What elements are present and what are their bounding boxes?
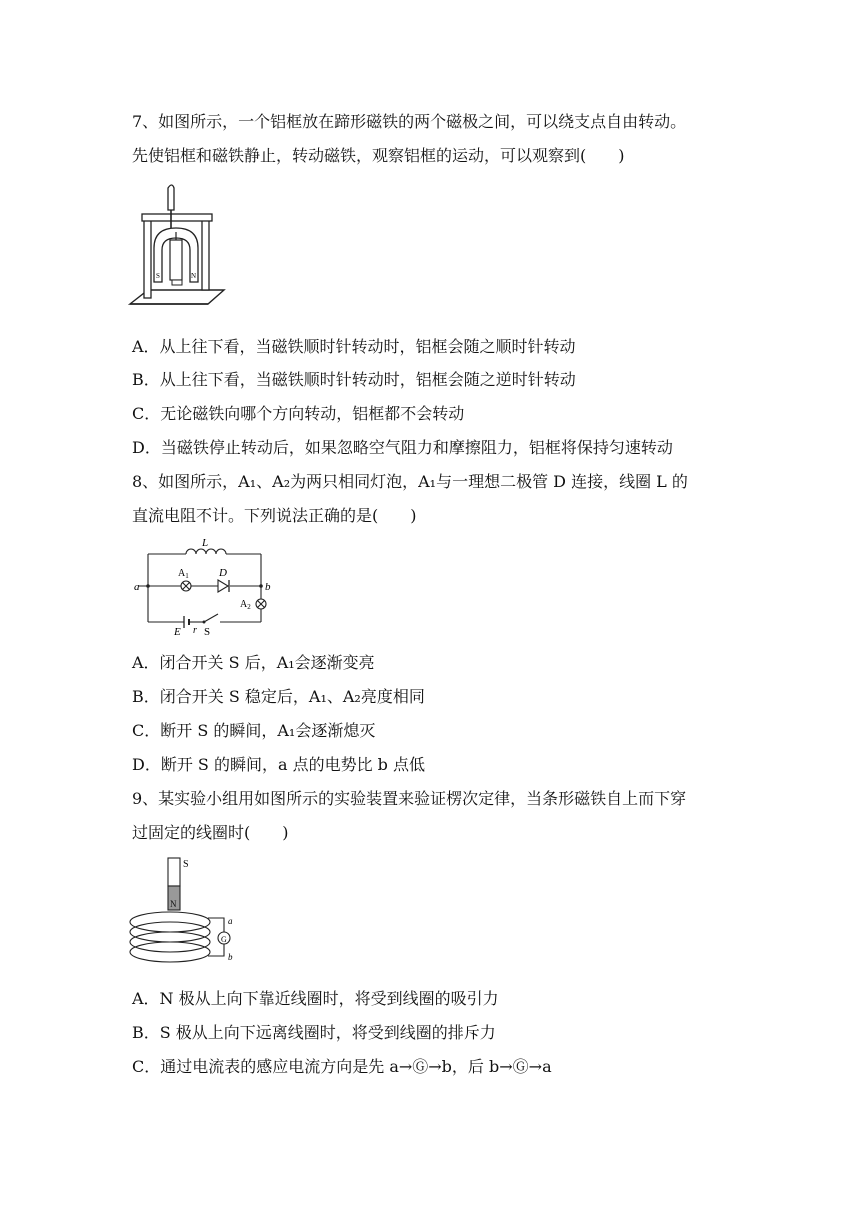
q7-figure-aluminum-frame-magnet bbox=[128, 182, 228, 312]
q9-label-s: S bbox=[183, 859, 189, 870]
q7-figure-pole-n: N bbox=[191, 272, 197, 280]
q9-option-b: B．S 极从上向下远离线圈时，将受到线圈的排斥力 bbox=[132, 1023, 496, 1042]
q8-option-a: A．闭合开关 S 后，A₁会逐渐变亮 bbox=[132, 653, 375, 672]
q8-option-b: B．闭合开关 S 稳定后，A₁、A₂亮度相同 bbox=[132, 687, 425, 706]
q9-stem-line2: 过固定的线圈时( ) bbox=[132, 823, 289, 842]
q7-figure-pole-s: S bbox=[156, 272, 160, 280]
q7-stem-line2: 先使铝框和磁铁静止，转动磁铁，观察铝框的运动，可以观察到( ) bbox=[132, 146, 625, 165]
q9-option-a: A．N 极从上向下靠近线圈时，将受到线圈的吸引力 bbox=[132, 989, 499, 1008]
q9-label-a: a bbox=[228, 916, 233, 926]
q8-label-a2: $A_2$ bbox=[240, 599, 251, 611]
q8-label-s: S bbox=[204, 626, 211, 638]
q8-label-a: a bbox=[134, 581, 140, 593]
q9-label-n: N bbox=[170, 899, 177, 909]
q7-option-c: C．无论磁铁向哪个方向转动，铝框都不会转动 bbox=[132, 404, 465, 423]
q9-option-c: C．通过电流表的感应电流方向是先 a→Ⓖ→b，后 b→Ⓖ→a bbox=[132, 1057, 552, 1076]
q8-option-d: D．断开 S 的瞬间，a 点的电势比 b 点低 bbox=[132, 755, 426, 774]
q8-stem-line2: 直流电阻不计。下列说法正确的是( ) bbox=[132, 506, 417, 525]
q8-figure-circuit bbox=[134, 534, 274, 638]
q9-figure-magnet-coil bbox=[124, 856, 244, 966]
q8-label-d: D bbox=[219, 567, 227, 579]
q9-stem-line1: 9、某实验小组用如图所示的实验装置来验证楞次定律，当条形磁铁自上而下穿 bbox=[132, 789, 687, 808]
q8-label-b: b bbox=[265, 581, 271, 593]
q9-label-b: b bbox=[228, 952, 233, 962]
q7-option-b: B．从上往下看，当磁铁顺时针转动时，铝框会随之逆时针转动 bbox=[132, 370, 576, 389]
q8-label-a1: $A_1$ bbox=[178, 568, 189, 580]
q9-label-g: G bbox=[221, 935, 227, 944]
q7-option-a: A．从上往下看，当磁铁顺时针转动时，铝框会随之顺时针转动 bbox=[132, 337, 576, 356]
q8-label-r: r bbox=[193, 625, 197, 636]
q8-stem-line1: 8、如图所示，A₁、A₂为两只相同灯泡，A₁与一理想二极管 D 连接，线圈 L 的 bbox=[132, 472, 688, 491]
q8-label-l: L bbox=[202, 537, 209, 549]
q7-stem-line1: 7、如图所示，一个铝框放在蹄形磁铁的两个磁极之间，可以绕支点自由转动。 bbox=[132, 112, 687, 131]
q8-option-c: C．断开 S 的瞬间，A₁会逐渐熄灭 bbox=[132, 721, 376, 740]
q7-option-d: D．当磁铁停止转动后，如果忽略空气阻力和摩擦阻力，铝框将保持匀速转动 bbox=[132, 438, 673, 457]
q8-label-e: E bbox=[174, 626, 181, 638]
